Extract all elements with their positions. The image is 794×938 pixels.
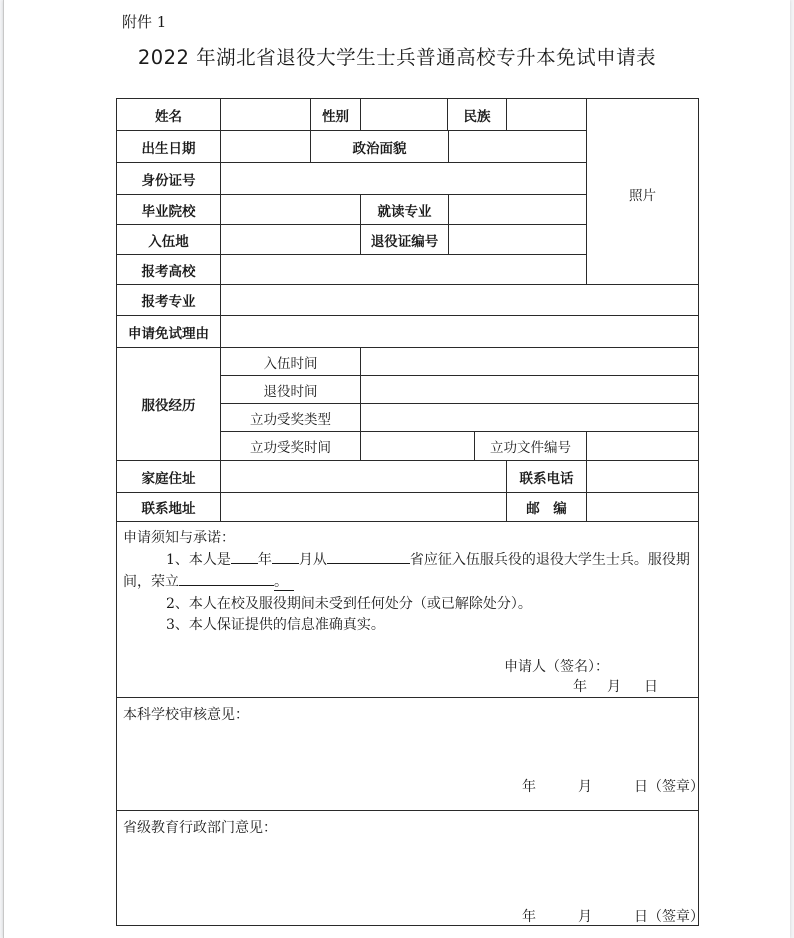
school-review-heading: 本科学校审核意见：: [123, 707, 249, 723]
merit-awarded-blank[interactable]: [179, 571, 274, 586]
label-enlist-time: 入伍时间: [220, 347, 361, 376]
merit-doc-no-field[interactable]: [586, 431, 699, 461]
applicant-date-day: 日: [644, 679, 658, 695]
applicant-date-year: 年: [573, 679, 587, 695]
province-review-year: 年: [522, 909, 536, 925]
mail-address-field[interactable]: [220, 492, 507, 522]
exemption-reason-field[interactable]: [220, 315, 699, 348]
label-exemption-reason: 申请免试理由: [116, 315, 221, 348]
photo-box[interactable]: 照片: [586, 98, 699, 285]
merit-time-field[interactable]: [360, 431, 475, 461]
merit-type-field[interactable]: [360, 403, 699, 432]
label-merit-time: 立功受奖时间: [220, 431, 361, 461]
label-phone: 联系电话: [506, 460, 587, 493]
label-political-status: 政治面貌: [310, 130, 449, 163]
page-title: 2022 年湖北省退役大学生士兵普通高校专升本免试申请表: [137, 46, 657, 69]
enlistment-place-field[interactable]: [220, 224, 361, 255]
notice-item-2: 2、本人在校及服役期间未受到任何处分（或已解除处分）。: [166, 596, 532, 612]
label-postcode: 邮 编: [506, 492, 587, 522]
school-review-year: 年: [522, 779, 536, 795]
gender-field[interactable]: [360, 98, 448, 131]
name-field[interactable]: [220, 98, 311, 131]
item1-suffix: 省应征入伍服兵役的退役大学生士兵。服役期: [409, 552, 690, 568]
graduate-school-field[interactable]: [220, 194, 361, 225]
veteran-cert-no-field[interactable]: [448, 224, 587, 255]
notice-item-1: [166, 549, 690, 569]
province-review-day-seal: 日（签章）: [634, 909, 704, 925]
province-review-month: 月: [578, 909, 592, 925]
label-veteran-cert-no: 退役证编号: [360, 224, 449, 255]
label-home-address: 家庭住址: [116, 460, 221, 493]
birth-date-field[interactable]: [220, 130, 311, 163]
label-mail-address: 联系地址: [116, 492, 221, 522]
phone-field[interactable]: [586, 460, 699, 493]
enlist-time-field[interactable]: [360, 347, 699, 376]
notice-heading: 申请须知与承诺：: [123, 530, 235, 546]
school-review-day-seal: 日（签章）: [634, 779, 704, 795]
label-merit-doc-no: 立功文件编号: [474, 431, 587, 461]
annex-label: 附件 1: [122, 13, 167, 31]
service-start-year-blank[interactable]: [231, 549, 258, 564]
target-major-field[interactable]: [220, 284, 699, 316]
label-name: 姓名: [116, 98, 221, 131]
applicant-signature-field[interactable]: [600, 654, 695, 672]
school-review-month: 月: [578, 779, 592, 795]
label-target-school: 报考高校: [116, 254, 221, 285]
label-graduate-school: 毕业院校: [116, 194, 221, 225]
item1-prefix: 1、本人是: [166, 552, 231, 568]
service-start-month-blank[interactable]: [272, 549, 299, 564]
item1-month-from: 月从: [298, 552, 327, 568]
applicant-date-month: 月: [607, 679, 621, 695]
postcode-field[interactable]: [586, 492, 699, 522]
enlist-province-blank[interactable]: [327, 549, 410, 564]
label-birth-date: 出生日期: [116, 130, 221, 163]
id-number-field[interactable]: [220, 162, 587, 195]
political-status-field[interactable]: [448, 130, 587, 163]
item1-line2-prefix: 间，荣立: [123, 574, 179, 590]
province-review-heading: 省级教育行政部门意见：: [123, 820, 277, 836]
ethnicity-field[interactable]: [506, 98, 587, 131]
label-gender: 性别: [310, 98, 361, 131]
label-major-studied: 就读专业: [360, 194, 449, 225]
notice-item-3: 3、本人保证提供的信息准确真实。: [166, 617, 385, 633]
notice-item-1-cont: [123, 571, 294, 591]
major-studied-field[interactable]: [448, 194, 587, 225]
target-school-field[interactable]: [220, 254, 587, 285]
label-target-major: 报考专业: [116, 284, 221, 316]
label-enlistment-place: 入伍地: [116, 224, 221, 255]
label-ethnicity: 民族: [447, 98, 507, 131]
home-address-field[interactable]: [220, 460, 507, 493]
discharge-time-field[interactable]: [360, 375, 699, 404]
label-merit-type: 立功受奖类型: [220, 403, 361, 432]
label-discharge-time: 退役时间: [220, 375, 361, 404]
label-id-number: 身份证号: [116, 162, 221, 195]
applicant-signature-label: 申请人（签名）：: [504, 659, 609, 675]
item1-line2-end: 。: [274, 574, 294, 591]
label-service-history: 服役经历: [116, 347, 221, 461]
item1-year: 年: [257, 552, 272, 568]
